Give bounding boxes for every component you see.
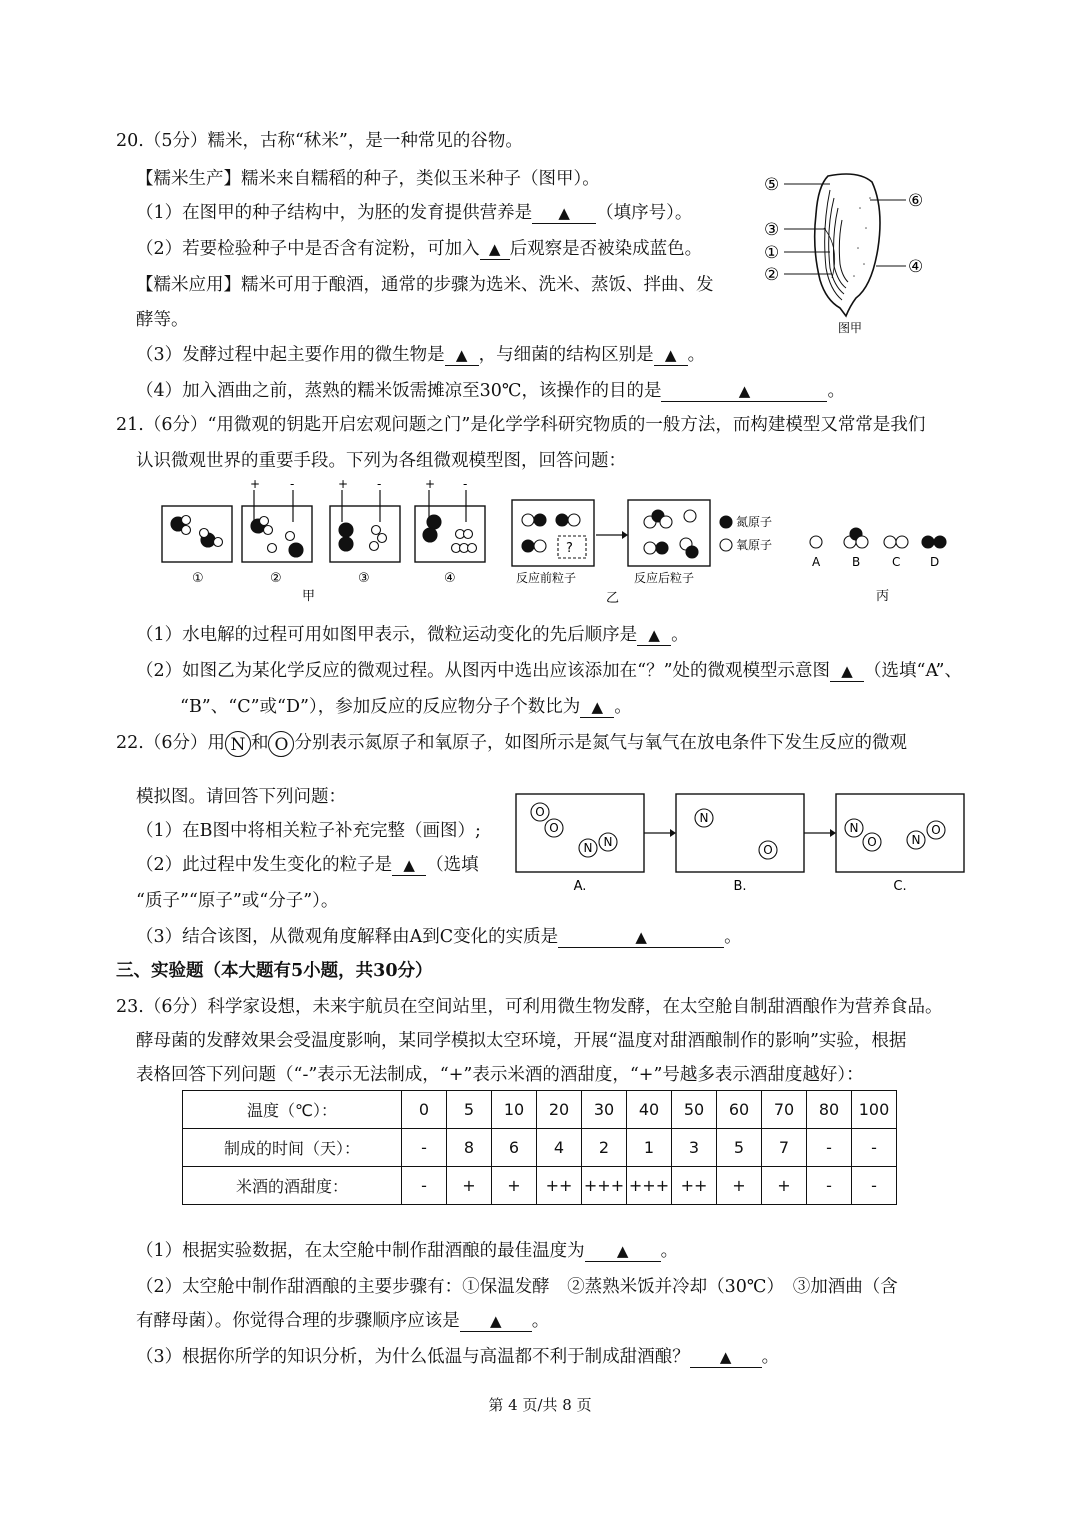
q20-application: 【糯米应用】糯米可用于酿酒，通常的步骤为选米、洗米、蒸饭、拌曲、发 [136,275,714,295]
table-cell: 10 [492,1091,537,1129]
answer-blank[interactable] [392,855,426,876]
electrode-plus: + [250,478,261,491]
triangle-icon: ▲ [403,856,415,874]
bing-label-d: D [930,555,940,569]
q22-title-cont: 模拟图。请回答下列问题： [136,787,346,807]
q20-application-cont: 酵等。 [136,310,189,330]
electrode-plus: + [425,478,436,491]
triangle-icon: ▲ [841,662,853,680]
q23-sub1-text: （1）根据实验数据，在太空舱中制作甜酒酿的最佳温度为 [136,1241,585,1261]
q20-sub2 [136,236,702,262]
table-cell: 6 [492,1129,537,1167]
diagram-c-label: C. [893,879,907,894]
jia-label-1: ① [192,571,204,586]
q20-sub3-text: （3）发酵过程中起主要作用的微生物是 [136,345,445,365]
nitrogen-oxygen-reaction-diagram [510,790,970,900]
nitrogen-symbol: N [225,731,251,757]
q20-sub4 [136,378,845,404]
q21-title-cont: 认识微观世界的重要手段。下列为各组微观模型图，回答问题： [136,451,626,471]
bing-label-a: A [812,555,821,569]
row-header: 温度（℃）： [183,1091,402,1129]
q22-title-c: 分别表示氮原子和氧原子，如图所示是氮气与氧气在放电条件下发生反应的微观 [294,733,907,753]
q23-sub2-text: 有酵母菌）。你觉得合理的步骤顺序应该是 [136,1311,460,1331]
micro-model-diagrams [150,478,970,608]
triangle-icon: ▲ [455,346,468,364]
table-cell: - [807,1129,852,1167]
page-footer: 第 4 页/共 8 页 [488,1396,592,1414]
atom-n: N [911,833,921,847]
row-header: 米酒的酒甜度： [183,1167,402,1205]
table-cell: + [762,1167,807,1205]
answer-blank[interactable] [460,1311,532,1332]
unknown-slot: ? [566,541,573,556]
table-row [183,1167,897,1205]
label-2: ② [764,265,780,285]
atom-n: N [849,821,859,835]
q20-sub2-text: （2）若要检验种子中是否含有淀粉，可加入 [136,239,480,259]
table-cell: - [402,1129,447,1167]
bing-label-b: B [852,555,861,569]
triangle-icon: ▲ [591,698,603,716]
section-3-heading: 三、实验题（本大题有5小题，共30分） [116,961,433,981]
q22-sub2-mid: （选填 [426,855,479,875]
q22-title-b: 和 [250,733,269,753]
answer-blank[interactable] [830,661,864,682]
diagram-b-label: B. [733,879,747,894]
q22-title-a: 22.（6分）用 [116,733,225,753]
q21-sub1 [136,622,689,648]
q20-sub2-end: 后观察是否被染成蓝色。 [509,239,703,259]
electrode-plus: + [338,478,349,491]
q20-sub1-end: （填序号）。 [596,203,693,223]
q20-sub4-text: （4）加入酒曲之前，蒸熟的糯米饭需摊凉至30℃，该操作的目的是 [136,381,662,401]
label-4: ④ [908,257,924,277]
table-cell: 1 [627,1129,672,1167]
q20-title: 20.（5分）糯米，古称“秫米”，是一种常见的谷物。 [116,131,523,151]
q22-sub3 [136,924,742,950]
table-cell: 0 [402,1091,447,1129]
atom-o: O [867,835,877,849]
q20-production: 【糯米生产】糯米来自糯稻的种子，类似玉米种子（图甲）。 [136,169,600,189]
q22-sub2-cont: “质子”“原子”或“分子”）。 [136,891,339,911]
table-cell: - [807,1167,852,1205]
table-cell: - [852,1129,897,1167]
q23-title-cont2: 表格回答下列问题（“-”表示无法制成，“+”表示米酒的酒甜度，“+”号越多表示酒甜度越好）： [136,1065,864,1085]
jia-label-2: ② [270,571,282,586]
jia-label-4: ④ [444,571,456,586]
triangle-icon: ▲ [488,240,501,258]
q23-title-cont: 酵母菌的发酵效果会受温度影响，某同学模拟太空环境，开展“温度对甜酒酿制作的影响”实验，根据 [136,1031,907,1051]
q20-sub3 [136,342,705,368]
table-cell: 4 [537,1129,582,1167]
triangle-icon: ▲ [558,204,570,222]
q23-sub3-text: （3）根据你所学的知识分析，为什么低温与高温都不利于制成甜酒酿？ [136,1347,690,1367]
table-cell: 100 [852,1091,897,1129]
q21-sub2-text: （2）如图乙为某化学反应的微观过程。从图丙中选出应该添加在“？”处的微观模型示意图 [136,661,831,681]
answer-blank[interactable] [532,203,596,224]
q21-sub1-text: （1）水电解的过程可用如图甲表示，微粒运动变化的先后顺序是 [136,625,638,645]
atom-o: O [763,843,773,857]
legend-oxygen: 氧原子 [736,538,773,552]
label-1: ① [764,243,780,263]
answer-blank[interactable] [480,239,510,260]
q23-title: 23.（6分）科学家设想，未来宇航员在空间站里，可利用微生物发酵，在太空舱自制甜酒酿作为营养食品。 [116,997,943,1017]
table-cell: 60 [717,1091,762,1129]
table-cell: - [402,1167,447,1205]
q23-sub3 [136,1344,779,1370]
before-label: 反应前粒子 [516,571,577,585]
triangle-icon: ▲ [648,626,660,644]
q21-title: 21.（6分）“用微观的钥匙开启宏观问题之门”是化学学科研究物质的一般方法，而构建模型又常常是我们 [116,415,926,435]
table-cell: ++ [672,1167,717,1205]
q20-sub4-end: 。 [827,381,845,401]
triangle-icon: ▲ [616,1242,629,1260]
q20-sub1 [136,200,692,226]
electrode-minus: - [377,478,382,491]
answer-blank[interactable] [445,345,479,366]
q23-sub1 [136,1238,678,1264]
triangle-icon: ▲ [635,928,647,946]
triangle-icon: ▲ [664,346,677,364]
table-cell: 30 [582,1091,627,1129]
answer-blank[interactable] [580,697,614,718]
table-cell: - [852,1167,897,1205]
atom-o: O [549,821,559,835]
q23-sub3-end: 。 [761,1347,780,1367]
electrode-minus: - [290,478,295,491]
table-row [183,1091,897,1129]
table-cell: 50 [672,1091,717,1129]
temperature-data-table [182,1090,897,1205]
label-5: ⑤ [764,175,780,195]
label-6: ⑥ [908,191,924,211]
table-cell: + [717,1167,762,1205]
q22-sub2 [136,852,479,878]
bing-label-c: C [892,555,901,569]
triangle-icon: ▲ [489,1312,502,1330]
q21-sub2-end: 。 [614,697,632,717]
table-cell: 3 [672,1129,717,1167]
q23-sub1-end: 。 [660,1241,679,1261]
atom-n: N [699,811,709,825]
legend-nitrogen: 氮原子 [736,515,773,529]
table-cell: 70 [762,1091,807,1129]
atom-o: O [535,805,545,819]
q21-sub1-end: 。 [671,625,689,645]
oxygen-symbol: O [268,731,294,757]
label-3: ③ [764,220,780,240]
after-label: 反应后粒子 [634,571,695,585]
answer-blank[interactable] [661,381,827,402]
yi-caption: 乙 [606,591,620,606]
table-cell: 80 [807,1091,852,1129]
q22-sub2-text: （2）此过程中发生变化的粒子是 [136,855,393,875]
q20-sub1-text: （1）在图甲的种子结构中，为胚的发育提供营养是 [136,203,533,223]
answer-blank[interactable] [637,625,671,646]
triangle-icon: ▲ [719,1348,732,1366]
table-cell: 5 [717,1129,762,1167]
q21-sub2-mid: （选填“A”、 [864,661,962,681]
table-cell: 20 [537,1091,582,1129]
atom-n: N [583,841,593,855]
q21-sub2-cont-text: “B”、“C”或“D”），参加反应的反应物分子个数比为 [180,697,581,717]
table-cell: + [492,1167,537,1205]
table-row [183,1129,897,1167]
q20-sub3-end: 。 [687,345,706,365]
q22-sub3-text: （3）结合该图，从微观角度解释由A到C变化的实质是 [136,927,559,947]
answer-blank[interactable] [585,1241,661,1262]
q22-sub1: （1）在B图中将相关粒子补充完整（画图）; [136,821,481,841]
q20-sub3-mid: ，与细菌的结构区别是 [478,345,654,365]
q21-sub2 [136,658,962,684]
atom-n: N [603,835,613,849]
atom-o: O [931,823,941,837]
q23-sub2: （2）太空舱中制作甜酒酿的主要步骤有：①保温发酵 ②蒸熟米饭并冷却（30℃） ③加酒曲（含 [136,1277,898,1297]
diagram-a-label: A. [573,879,587,894]
table-cell: + [447,1167,492,1205]
q23-sub2-cont [136,1308,549,1334]
row-header: 制成的时间（天）： [183,1129,402,1167]
q22-sub3-end: 。 [724,927,742,947]
answer-blank[interactable] [654,345,688,366]
answer-blank[interactable] [558,927,724,948]
table-cell: ++ [537,1167,582,1205]
answer-blank[interactable] [690,1347,762,1368]
table-cell: 5 [447,1091,492,1129]
q21-sub2-cont [180,694,632,720]
table-cell: 2 [582,1129,627,1167]
seed-diagram [760,168,940,338]
table-cell: +++ [582,1167,627,1205]
bing-caption: 丙 [876,589,890,604]
table-cell: 8 [447,1129,492,1167]
table-cell: 7 [762,1129,807,1167]
figure-caption: 图甲 [838,321,863,335]
q22-title [116,730,907,757]
electrode-minus: - [463,478,468,491]
jia-caption: 甲 [302,589,316,604]
table-cell: 40 [627,1091,672,1129]
q23-sub2-end: 。 [531,1311,550,1331]
table-cell: +++ [627,1167,672,1205]
jia-label-3: ③ [358,571,370,586]
triangle-icon: ▲ [738,382,751,400]
